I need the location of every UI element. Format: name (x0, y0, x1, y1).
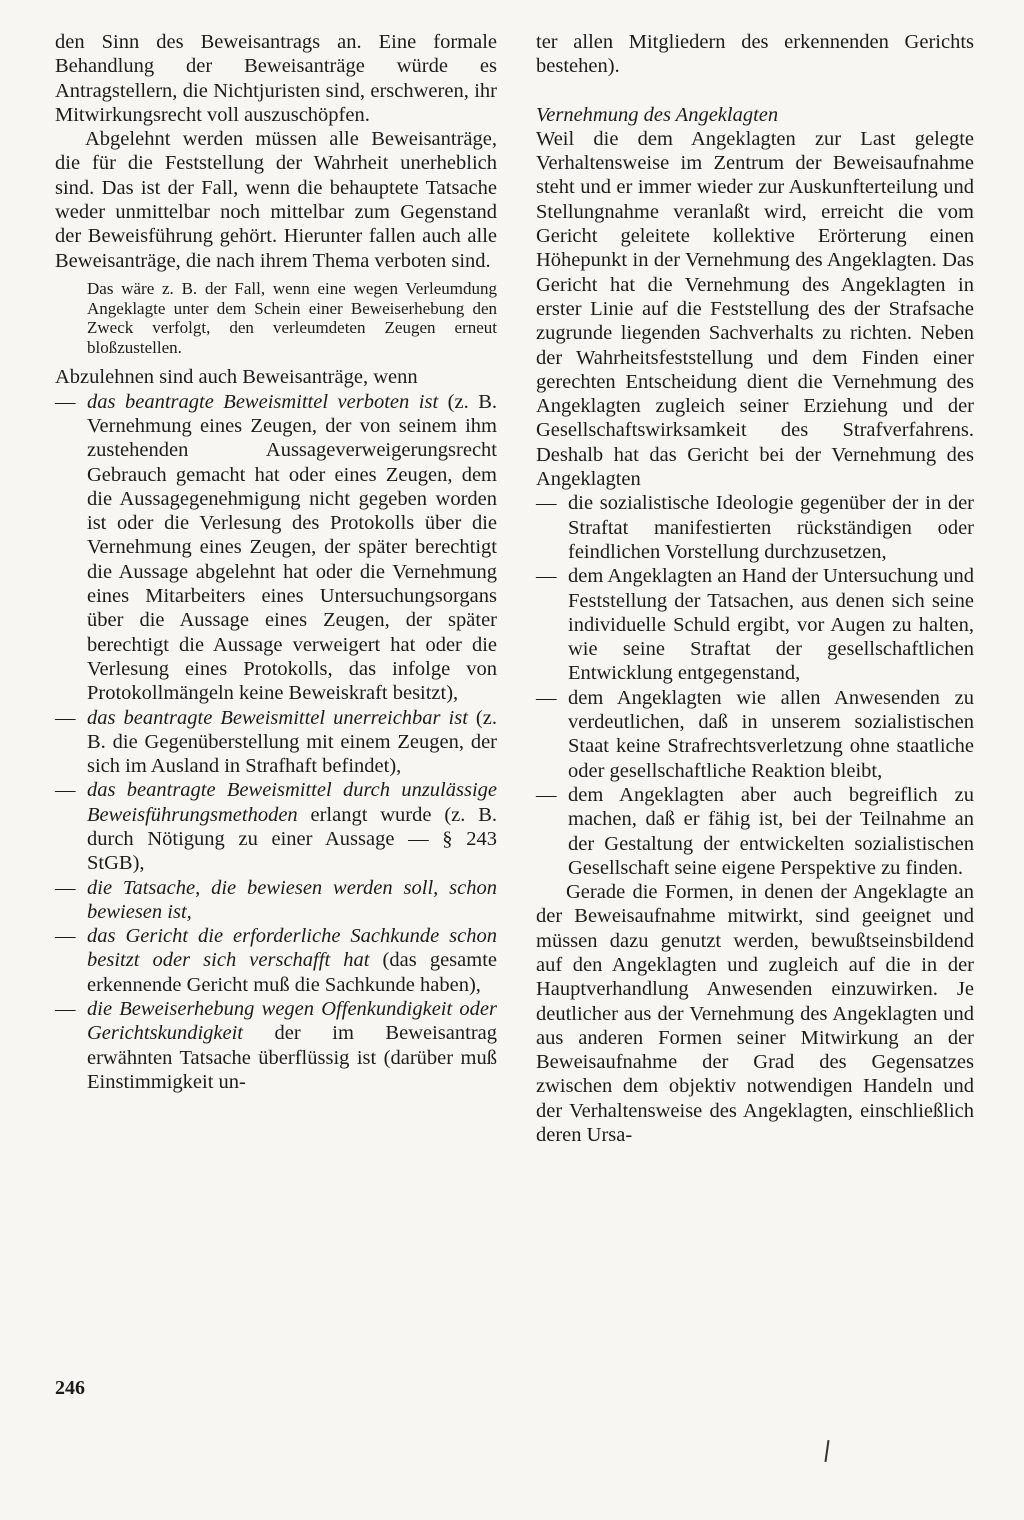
dash-bullet: — (536, 783, 557, 806)
list-item (55, 706, 497, 779)
list-item (536, 686, 974, 783)
rejection-list (55, 390, 497, 1095)
paragraph: ter allen Mitgliedern des erkennenden Gerichts bestehen). (536, 31, 974, 78)
left-column (55, 30, 497, 1094)
page-number: 246 (55, 1377, 85, 1399)
list-item (55, 778, 497, 875)
dash-bullet: — (55, 706, 76, 729)
list-item-text: erlangt wurde (z. B. durch Nötigung zu einer Aussage — § 243 StGB), (87, 803, 497, 875)
section-heading: Vernehmung des Angeklagten (536, 103, 779, 126)
list-item (55, 997, 497, 1094)
list-item-text: (z. B. die Gegenüberstellung mit einem Zeugen, der sich im Ausland in Strafhaft befindet), (87, 706, 497, 778)
duty-list (536, 491, 974, 880)
list-item-lead: das beantragte Beweismittel durch unzulässige Beweisführungsmethoden (87, 779, 497, 826)
right-column (536, 30, 974, 1147)
dash-bullet: — (55, 998, 76, 1021)
paragraph: Weil die dem Angeklagten zur Last gelegte Verhaltensweise im Zentrum der Beweisaufnahme steht und er immer wieder zur Auskunfterteilung und Stellungnahme veranlaßt wird, erreicht die vom Gericht geleitete kollektive Erörterung einen Höhepunkt in der Vernehmung des Angeklagten. Das Gericht hat die Vernehmung des Angeklagten in erster Linie auf die Feststellung des der Strafsache zugrunde liegenden Sachverhalts zu richten. Neben der Wahrheitsfeststellung und dem Finden einer gerechten Entscheidung dient die Vernehmung des Angeklagten zugleich seiner Erziehung und der Gesellschaftswirksamkeit des Strafverfahrens. Deshalb hat das Gericht bei der Vernehmung des Angeklagten (536, 127, 974, 491)
dash-bullet: — (55, 876, 76, 899)
list-item-text: dem Angeklagten an Hand der Untersuchung und Feststellung der Tatsachen, aus denen sich seine individuelle Schuld ergibt, vor Augen zu halten, wie seine Straftat der gesellschaftlichen Entwicklung entgegenstand, (568, 565, 974, 685)
list-item (536, 491, 974, 564)
dash-bullet: — (536, 492, 557, 515)
list-item-text: der im Beweisantrag erwähnten Tatsache überflüssig ist (darüber muß Einstimmigkeit un- (87, 1022, 497, 1093)
paragraph: Abzulehnen sind auch Beweisanträge, wenn (55, 366, 418, 389)
list-item-text: (z. B. Vernehmung eines Zeugen, der von seinem ihm zustehenden Aussageverweigerungsrecht Gebrauch gemacht hat oder eines Zeugen, dem die Aussagegenehmigung nicht gegeben worden ist oder die Verlesung des Protokolls über die Vernehmung eines Zeugen, der später berechtigt die Aussage abgelehnt hat oder die Vernehmung eines Mitarbeiters eines Untersuchungsorgans über die Aussage eines Zeugen, der später berechtigt die Aussage verweigert hat oder die Verlesung eines Protokolls, das infolge von Protokollmängeln keine Beweiskraft besitzt), (87, 390, 497, 705)
scan-mark (824, 1440, 829, 1462)
list-item (55, 876, 497, 925)
footnote-block: Das wäre z. B. der Fall, wenn eine wegen Verleumdung Angeklagte unter dem Schein einer Beweiserhebung den Zweck verfolgt, den verleumdeten Zeugen erneut bloßzustellen. (87, 278, 497, 357)
dash-bullet: — (536, 565, 557, 588)
list-item-lead: das Gericht die erforderliche Sachkunde schon besitzt oder sich verschafft hat (87, 925, 497, 972)
list-item (536, 783, 974, 880)
list-item-text: die sozialistische Ideologie gegenüber der in der Straftat manifestierten rückständigen oder feindlichen Vorstellung durchzusetzen, (568, 492, 974, 563)
dash-bullet: — (536, 686, 557, 709)
paragraph: Gerade die Formen, in denen der Angeklagte an der Beweisaufnahme mitwirkt, sind geeignet und müssen dazu genutzt werden, bewußtseinsbildend auf den Angeklagten und zugleich auf die in der Hauptverhandlung Anwesenden einzuwirken. Je deutlicher aus der Vernehmung des Angeklagten und aus anderen Formen seiner Mitwirkung an der Beweisaufnahme der Grad des Gegensatzes zwischen dem objektiv notwendigen Handeln und der Verhaltensweise des Angeklagten, einschließlich deren Ursa- (536, 881, 974, 1147)
dash-bullet: — (55, 925, 76, 948)
dash-bullet: — (55, 779, 76, 802)
dash-bullet: — (55, 390, 76, 413)
list-item (55, 390, 497, 706)
list-item-text: (das gesamte erkennende Gericht muß die Sachkunde haben), (87, 949, 497, 996)
list-item (55, 924, 497, 997)
list-item-lead: die Beweiserhebung wegen Offenkundigkeit oder Gerichtskundigkeit (87, 998, 497, 1045)
list-item-text: dem Angeklagten aber auch begreiflich zu machen, daß er fähig ist, bei der Teilnahme an der Gestaltung der entwickelten sozialistischen Gesellschaft seine eigene Perspektive zu finden. (568, 783, 974, 879)
list-item-lead: die Tatsache, die bewiesen werden soll, schon bewiesen ist, (87, 876, 497, 923)
list-item-text: dem Angeklagten wie allen Anwesenden zu verdeutlichen, daß in unserem sozialistischen Staat keine Strafrechtsverletzung ohne staatliche oder gesellschaftliche Reaktion bleibt, (568, 686, 974, 782)
list-item (536, 564, 974, 685)
paragraph: den Sinn des Beweisantrags an. Eine formale Behandlung der Beweisanträge würde es Antragstellern, die Nichtjuristen sind, erschweren, ihr Mitwirkungsrecht voll auszuschöpfen. (55, 31, 497, 126)
list-item-lead: das beantragte Beweismittel verboten ist (87, 390, 439, 413)
list-item-lead: das beantragte Beweismittel unerreichbar ist (87, 706, 468, 729)
paragraph: Abgelehnt werden müssen alle Beweisanträge, die für die Feststellung der Wahrheit unerheblich sind. Das ist der Fall, wenn die behauptete Tatsache weder unmittelbar noch mittelbar zum Gegenstand der Beweisführung gehört. Hierunter fallen auch alle Beweisanträge, die nach ihrem Thema verboten sind. (55, 128, 497, 272)
